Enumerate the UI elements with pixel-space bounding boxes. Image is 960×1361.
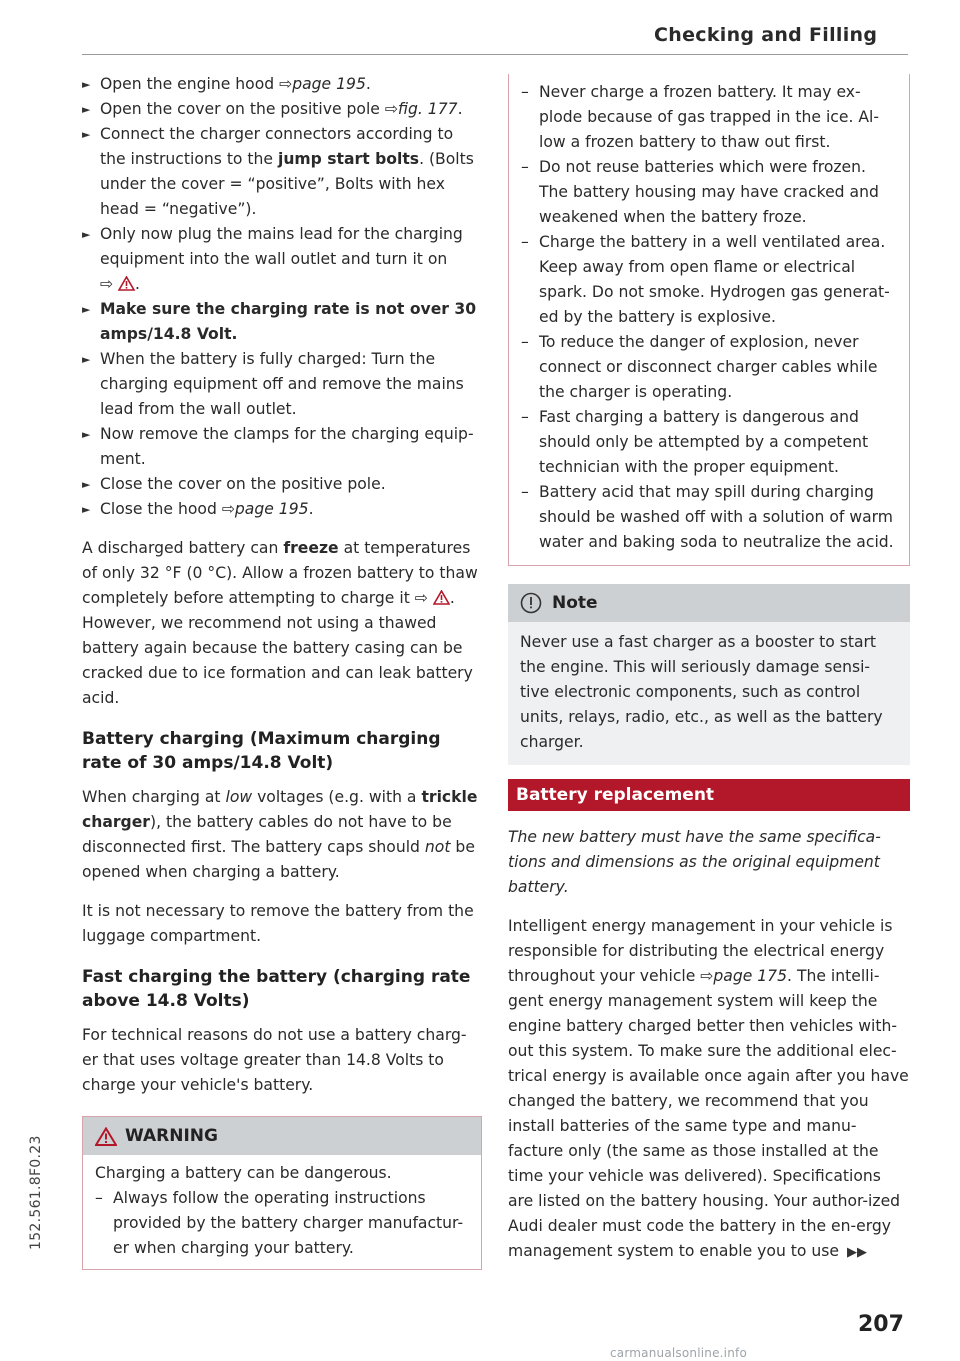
info-circle-icon <box>520 592 542 614</box>
step-close-cover: ► Close the cover on the positive pole. <box>82 472 482 497</box>
page-number: 207 <box>858 1312 904 1337</box>
warning-item: – To reduce the danger of explosion, never connect or disconnect charger cables while the charger is operating. <box>521 333 878 401</box>
step-bullet-icon: ► <box>82 303 91 316</box>
warning-box <box>82 1116 482 1270</box>
step-charging-rate: ► Make sure the charging rate is not over 30 amps/14.8 Volt. <box>82 297 482 347</box>
step-bullet-icon: ► <box>82 128 91 141</box>
section-heading-slow-charging: Battery charging (Maximum charging rate of 30 amps/14.8 Volt) <box>82 729 441 773</box>
step-bullet-icon: ► <box>82 103 91 116</box>
warning-item: – Never charge a frozen battery. It may ex-plode because of gas trapped in the ice. Al-low a frozen battery to thaw out first. <box>521 83 880 151</box>
page-ref-arrow-icon: ⇨ <box>221 500 235 518</box>
warning-item: – Do not reuse batteries which were frozen. The battery housing may have cracked and weakened when the battery froze. <box>521 158 879 226</box>
watermark: carmanualsonline.info <box>610 1346 747 1360</box>
step-bullet-icon: ► <box>82 353 91 366</box>
warning-item: – Always follow the operating instructions provided by the battery charger manufactur-er when charging your battery. <box>95 1189 464 1257</box>
step-open-cover: ► Open the cover on the positive pole ⇨fig. 177. <box>82 97 482 122</box>
document-code: 152.561.8F0.23 <box>28 1135 44 1250</box>
page-ref-link[interactable]: page 195 <box>292 75 366 93</box>
frozen-battery-paragraph: A discharged battery can freeze at temperatures of only 32 °F (0 °C). Allow a frozen battery to thaw completely before attempting to charge it ⇨ . However, we recommend not using a thawed battery again because the battery casing can be cracked due to ice formation and can leak battery acid. <box>82 539 478 707</box>
step-bullet-icon: ► <box>82 478 91 491</box>
trickle-charging-paragraph: When charging at low voltages (e.g. with a trickle charger), the battery cables do not have to be disconnected first. The battery caps should not be opened when charging a battery. <box>82 788 478 881</box>
warning-intro: Charging a battery can be dangerous. <box>95 1164 392 1182</box>
continued-arrow-icon: ▶▶ <box>847 1245 867 1260</box>
page-header-title: Checking and Filling <box>654 24 878 46</box>
warning-body <box>83 1155 481 1269</box>
step-close-hood: ► Close the hood ⇨page 195. <box>82 497 482 522</box>
step-remove-clamps: ► Now remove the clamps for the charging equip-ment. <box>82 422 482 472</box>
right-column <box>508 78 910 1265</box>
note-title: Note <box>552 592 598 613</box>
figure-ref-link[interactable]: fig. 177 <box>397 100 458 118</box>
section-title-battery-replacement: Battery replacement <box>508 779 910 811</box>
warning-item: – Battery acid that may spill during charging should be washed off with a solution of warm water and baking soda to neutralize the acid. <box>521 483 894 551</box>
warning-ref-arrow-icon: ⇨ <box>414 589 428 607</box>
page-ref-link[interactable]: page 195 <box>234 500 309 518</box>
warning-triangle-icon[interactable] <box>118 276 135 291</box>
page-ref-arrow-icon: ⇨ <box>384 100 398 118</box>
energy-management-paragraph: Intelligent energy management in your vehicle is responsible for distributing the electrical energy throughout your vehicle ⇨page 175. The intelli-gent energy management system will keep the engine battery charged better then vehicles with-out this system. To make sure the additional elec-trical energy is available once again after you have changed the battery, we recommend that you install batteries of the same type and manu-facture only (the same as those installed at the time your vehicle was delivered). Specifications are listed on the battery housing. Your author-ized Audi dealer must code the battery in the en-ergy management system to enable you to use ▶▶ <box>508 917 909 1260</box>
warning-item: – Charge the battery in a well ventilated area. Keep away from open flame or electrical spark. Do not smoke. Hydrogen gas generat-ed by the battery is explosive. <box>521 233 890 326</box>
step-fully-charged: ► When the battery is fully charged: Turn the charging equipment off and remove the mains lead from the wall outlet. <box>82 347 482 422</box>
note-header <box>508 584 910 622</box>
step-plug-mains: ► Only now plug the mains lead for the charging equipment into the wall outlet and turn it on ⇨ . <box>82 222 482 297</box>
warning-triangle-icon[interactable] <box>433 590 450 605</box>
luggage-compartment-paragraph: It is not necessary to remove the battery from the luggage compartment. <box>82 902 474 945</box>
warning-box-continued <box>508 74 910 566</box>
page-ref-arrow-icon: ⇨ <box>279 75 293 93</box>
left-column <box>82 72 482 1270</box>
warning-triangle-icon <box>95 1127 117 1146</box>
step-bullet-icon: ► <box>82 228 91 241</box>
step-bullet-icon: ► <box>82 428 91 441</box>
step-bullet-icon: ► <box>82 503 91 516</box>
note-body: Never use a fast charger as a booster to start the engine. This will seriously damage sensi-tive electronic components, such as control units, relays, radio, etc., as well as the battery charger. <box>520 633 883 751</box>
warning-item: – Fast charging a battery is dangerous and should only be attempted by a competent technician with the proper equipment. <box>521 408 869 476</box>
page-ref-arrow-icon: ⇨ <box>700 967 714 985</box>
warning-header <box>83 1116 481 1155</box>
fast-charging-paragraph: For technical reasons do not use a battery charg-er that uses voltage greater than 14.8 Volts to charge your vehicle's battery. <box>82 1026 467 1094</box>
header-divider <box>82 54 908 55</box>
section-heading-fast-charging: Fast charging the battery (charging rate above 14.8 Volts) <box>82 967 471 1011</box>
replacement-intro: The new battery must have the same specifica-tions and dimensions as the original equipment battery. <box>508 828 881 896</box>
warning-title: WARNING <box>125 1125 218 1146</box>
note-box <box>508 584 910 765</box>
step-bullet-icon: ► <box>82 78 91 91</box>
page-ref-link[interactable]: page 175 <box>713 967 788 985</box>
step-connect-charger: ► Connect the charger connectors according to the instructions to the jump start bolts. (Bolts under the cover = “positive”, Bolts with hex head = “negative”). <box>82 122 482 222</box>
warning-ref-arrow-icon: ⇨ <box>100 275 114 293</box>
step-open-hood: ► Open the engine hood ⇨page 195. <box>82 72 482 97</box>
